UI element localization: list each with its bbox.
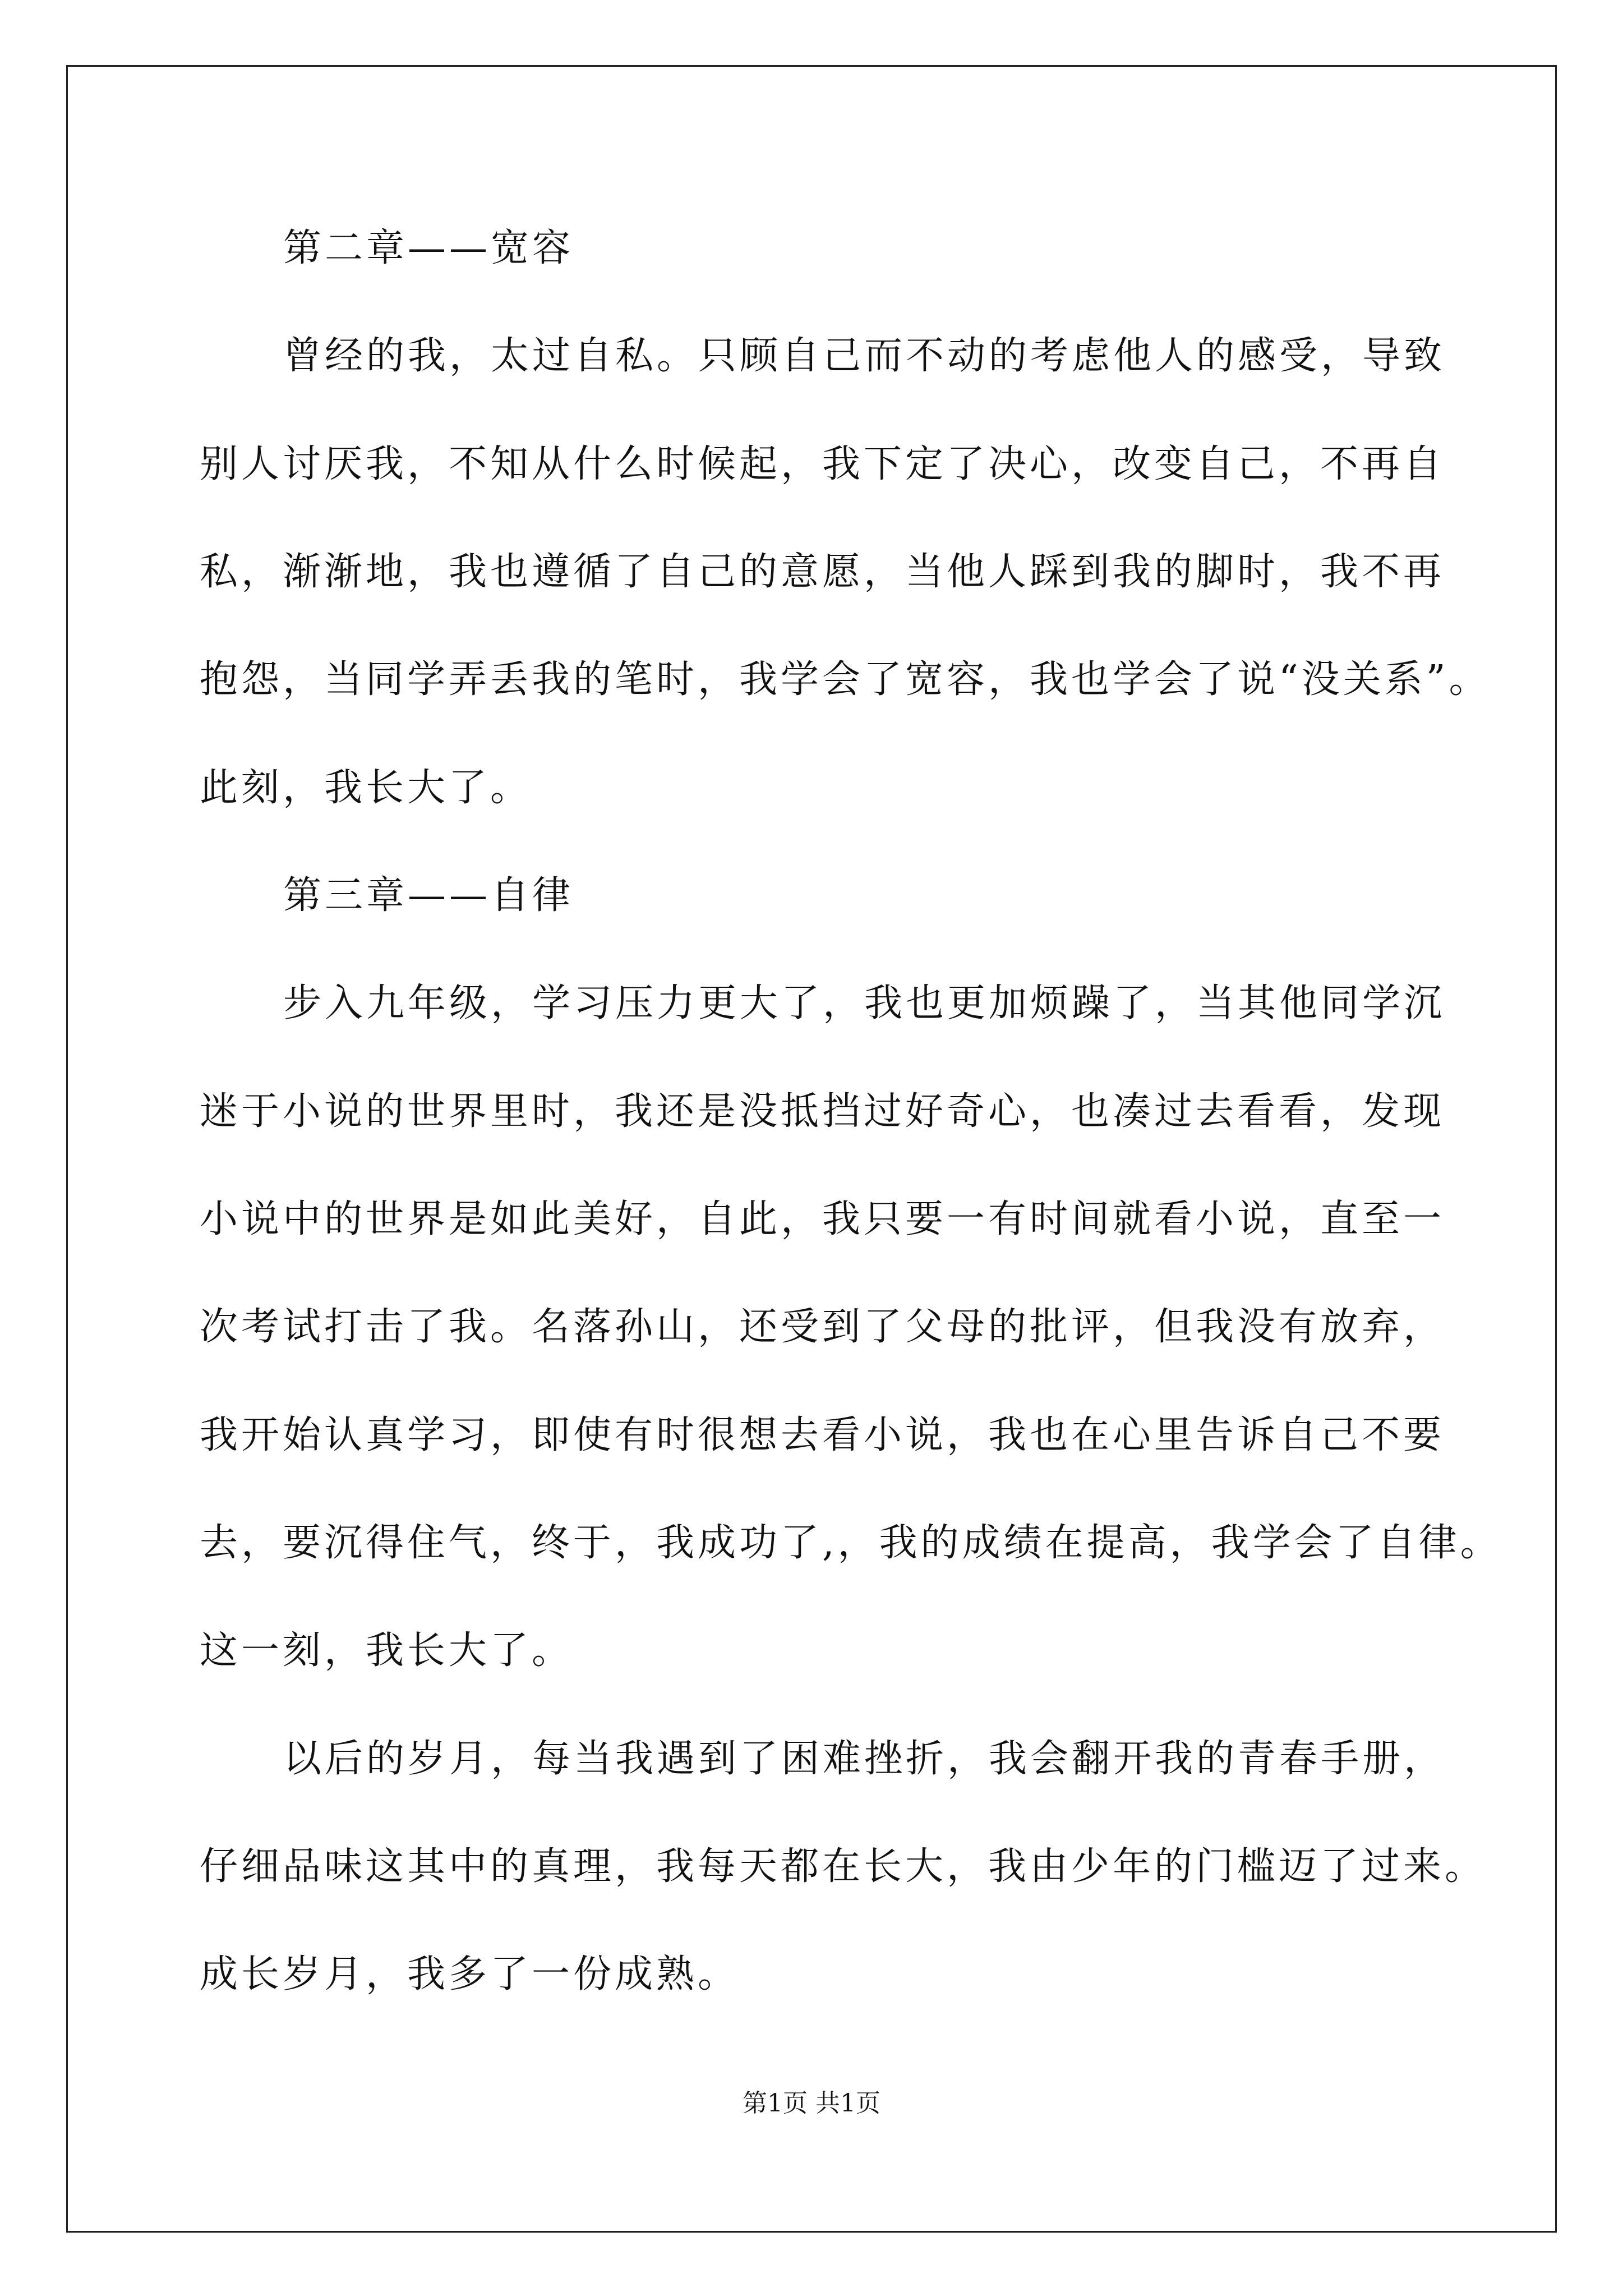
paragraph-line: 我开始认真学习，即使有时很想去看小说，我也在心里告诉自己不要 [200,1413,1445,1457]
chapter-heading: 第三章——自律 [283,873,574,918]
paragraph-line: 迷于小说的世界里时，我还是没抵挡过好奇心，也凑过去看看，发现 [200,1089,1445,1134]
paragraph-line: 仔细品味这其中的真理，我每天都在长大，我由少年的门槛迈了过来。 [200,1844,1487,1889]
chapter-heading: 第二章——宽容 [283,226,574,270]
paragraph-line: 别人讨厌我，不知从什么时候起，我下定了决心，改变自己，不再自 [200,442,1445,486]
paragraph-line: 抱怨，当同学弄丢我的笔时，我学会了宽容，我也学会了说“没关系”。 [200,657,1491,702]
paragraph-line: 这一刻，我长大了。 [200,1628,574,1673]
paragraph-line: 曾经的我，太过自私。只顾自己而不动的考虑他人的感受，导致 [283,334,1446,378]
paragraph-line: 私，渐渐地，我也遵循了自己的意愿，当他人踩到我的脚时，我不再 [200,550,1445,594]
paragraph-line: 此刻，我长大了。 [200,766,532,810]
paragraph-line: 成长岁月，我多了一份成熟。 [200,1952,740,1996]
page-footer: 第1页 共1页 [743,2089,880,2118]
paragraph-line: 步入九年级，学习压力更大了，我也更加烦躁了，当其他同学沉 [283,981,1446,1025]
paragraph-line: 去，要沉得住气，终于，我成功了,，我的成绩在提高，我学会了自律。 [200,1521,1502,1565]
paragraph-line: 以后的岁月，每当我遇到了困难挫折，我会翻开我的青春手册， [283,1737,1446,1781]
paragraph-line: 小说中的世界是如此美好，自此，我只要一有时间就看小说，直至一 [200,1197,1445,1241]
paragraph-line: 次考试打击了我。名落孙山，还受到了父母的批评，但我没有放弃， [200,1305,1445,1349]
